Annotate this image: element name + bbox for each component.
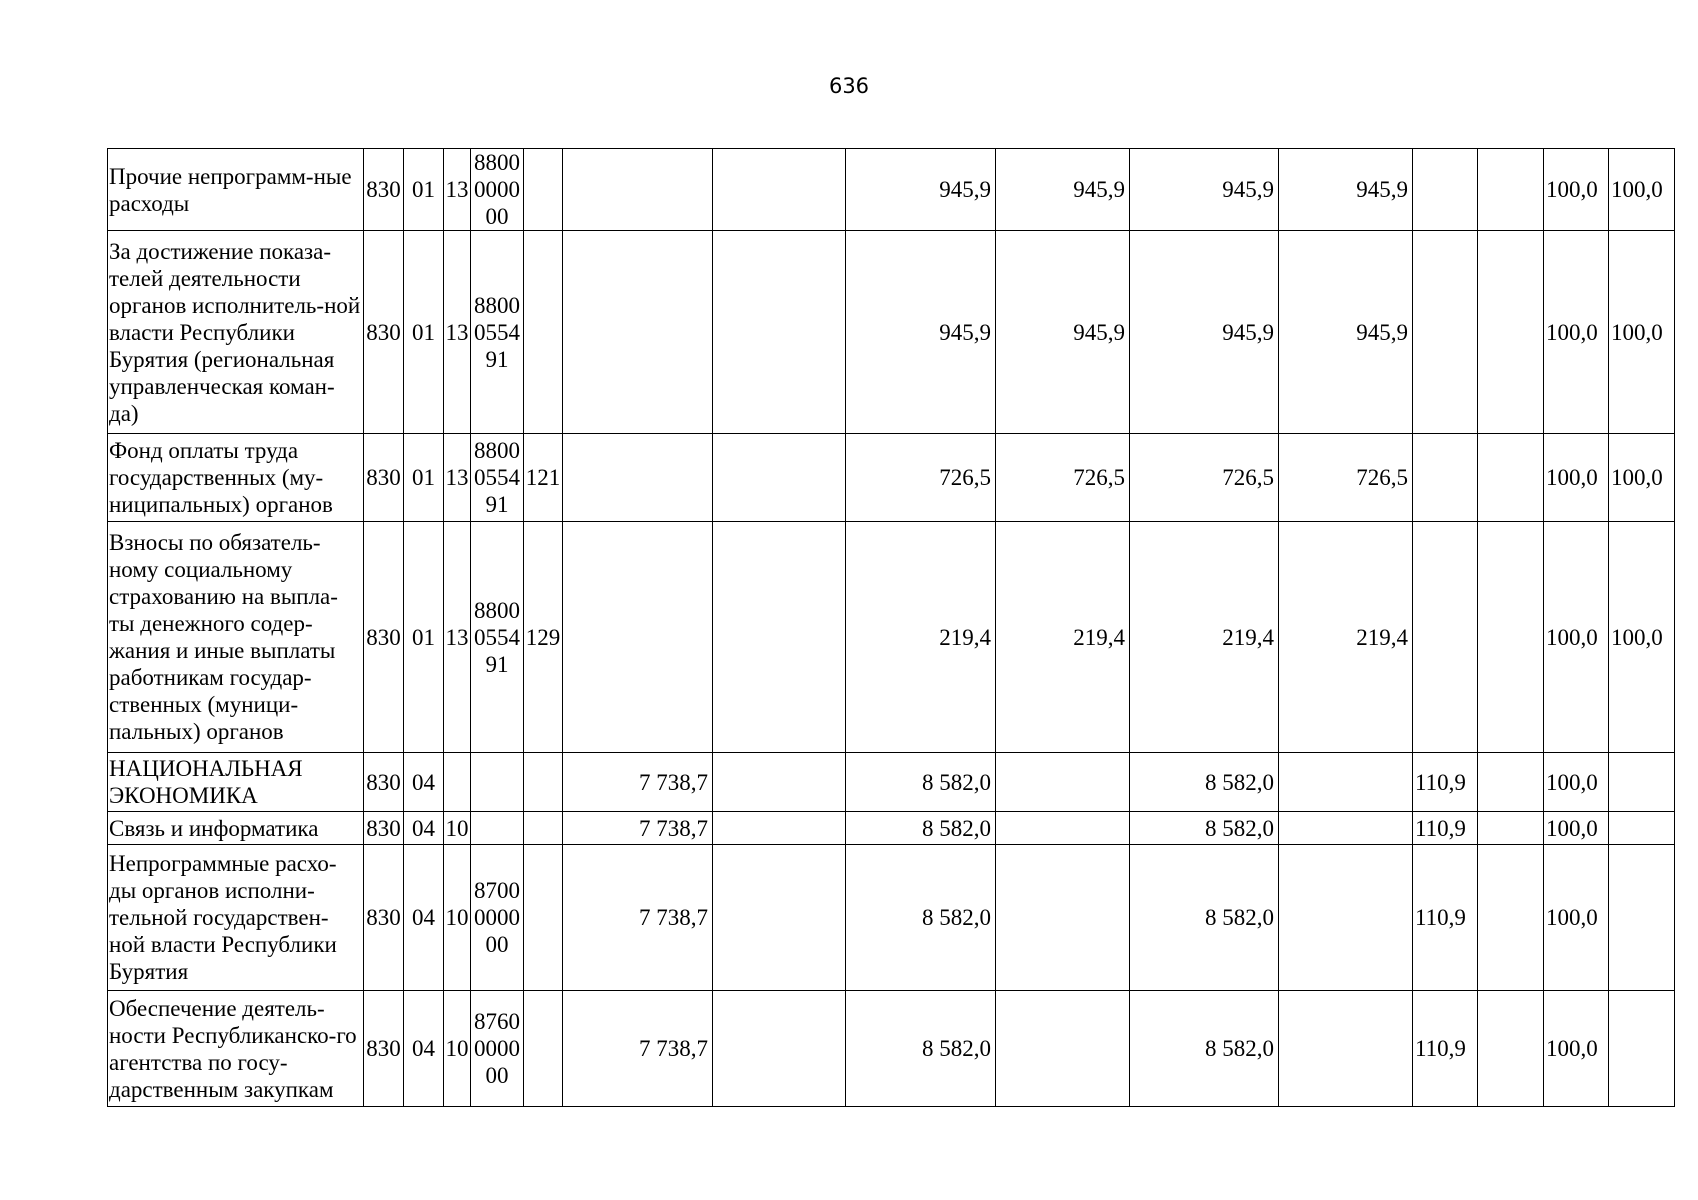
expense-type-code: 121 xyxy=(524,434,563,522)
percent-cell xyxy=(1478,231,1544,434)
table-row xyxy=(108,845,1675,991)
section-code: 01 xyxy=(404,434,444,522)
table-row xyxy=(108,522,1675,753)
target-item-code: 8800 0554 91 xyxy=(471,522,524,753)
value-cell: 726,5 xyxy=(846,434,996,522)
percent-cell: 110,9 xyxy=(1413,845,1478,991)
percent-cell: 100,0 xyxy=(1544,434,1609,522)
row-name: Взносы по обязатель-ному социальному страхованию на выпла-ты денежного содер-жания и иные выплаты работникам государ-ственных (муници-пальных) органов xyxy=(108,522,364,753)
percent-cell: 100,0 xyxy=(1609,434,1675,522)
value-cell xyxy=(563,434,713,522)
subsection-code: 13 xyxy=(444,231,471,434)
expense-type-code xyxy=(524,845,563,991)
row-name: Фонд оплаты труда государственных (му-ниципальных) органов xyxy=(108,434,364,522)
target-item-code: 8760 0000 00 xyxy=(471,991,524,1107)
percent-cell xyxy=(1478,812,1544,845)
section-code: 04 xyxy=(404,812,444,845)
value-cell xyxy=(713,522,846,753)
subsection-code: 13 xyxy=(444,434,471,522)
section-code: 01 xyxy=(404,149,444,231)
target-item-code xyxy=(471,812,524,845)
value-cell xyxy=(996,845,1130,991)
page-number: 636 xyxy=(828,74,870,98)
percent-cell xyxy=(1478,434,1544,522)
percent-cell xyxy=(1413,231,1478,434)
percent-cell xyxy=(1609,753,1675,812)
value-cell xyxy=(1279,991,1413,1107)
percent-cell xyxy=(1609,845,1675,991)
value-cell: 726,5 xyxy=(1279,434,1413,522)
section-code: 04 xyxy=(404,753,444,812)
target-item-code xyxy=(471,753,524,812)
value-cell: 945,9 xyxy=(846,231,996,434)
value-cell: 8 582,0 xyxy=(846,991,996,1107)
value-cell: 8 582,0 xyxy=(846,753,996,812)
value-cell xyxy=(996,753,1130,812)
target-item-code: 8800 0554 91 xyxy=(471,434,524,522)
value-cell: 219,4 xyxy=(846,522,996,753)
subsection-code: 13 xyxy=(444,522,471,753)
row-name: Непрограммные расхо-ды органов исполни-тельной государствен-ной власти Республики Бурятия xyxy=(108,845,364,991)
value-cell xyxy=(996,991,1130,1107)
grbs-code: 830 xyxy=(364,231,404,434)
value-cell: 945,9 xyxy=(1130,231,1279,434)
percent-cell xyxy=(1478,991,1544,1107)
row-name: НАЦИОНАЛЬНАЯ ЭКОНОМИКА xyxy=(108,753,364,812)
value-cell: 945,9 xyxy=(1130,149,1279,231)
value-cell: 945,9 xyxy=(846,149,996,231)
percent-cell: 100,0 xyxy=(1544,991,1609,1107)
section-code: 04 xyxy=(404,845,444,991)
value-cell: 7 738,7 xyxy=(563,812,713,845)
percent-cell xyxy=(1413,522,1478,753)
grbs-code: 830 xyxy=(364,522,404,753)
percent-cell xyxy=(1413,149,1478,231)
percent-cell: 110,9 xyxy=(1413,991,1478,1107)
subsection-code: 10 xyxy=(444,845,471,991)
expense-type-code xyxy=(524,812,563,845)
expense-type-code xyxy=(524,231,563,434)
expense-type-code xyxy=(524,149,563,231)
value-cell: 726,5 xyxy=(1130,434,1279,522)
expense-type-code: 129 xyxy=(524,522,563,753)
value-cell: 945,9 xyxy=(996,149,1130,231)
value-cell xyxy=(1279,753,1413,812)
value-cell: 945,9 xyxy=(996,231,1130,434)
value-cell: 7 738,7 xyxy=(563,753,713,812)
grbs-code: 830 xyxy=(364,991,404,1107)
value-cell xyxy=(713,434,846,522)
percent-cell: 100,0 xyxy=(1544,522,1609,753)
grbs-code: 830 xyxy=(364,845,404,991)
section-code: 04 xyxy=(404,991,444,1107)
percent-cell xyxy=(1478,149,1544,231)
value-cell xyxy=(713,845,846,991)
value-cell: 219,4 xyxy=(996,522,1130,753)
value-cell: 8 582,0 xyxy=(846,845,996,991)
subsection-code: 10 xyxy=(444,991,471,1107)
row-name: За достижение показа-телей деятельности органов исполнитель-ной власти Республики Бурятия (региональная управленческая коман-да) xyxy=(108,231,364,434)
percent-cell xyxy=(1478,753,1544,812)
subsection-code: 10 xyxy=(444,812,471,845)
table-row xyxy=(108,812,1675,845)
percent-cell xyxy=(1609,991,1675,1107)
row-name: Связь и информатика xyxy=(108,812,364,845)
table-row xyxy=(108,434,1675,522)
value-cell: 8 582,0 xyxy=(1130,812,1279,845)
table-row xyxy=(108,991,1675,1107)
target-item-code: 8700 0000 00 xyxy=(471,845,524,991)
percent-cell xyxy=(1478,522,1544,753)
target-item-code: 8800 0554 91 xyxy=(471,231,524,434)
value-cell xyxy=(996,812,1130,845)
value-cell xyxy=(563,149,713,231)
section-code: 01 xyxy=(404,522,444,753)
value-cell xyxy=(713,991,846,1107)
value-cell xyxy=(713,753,846,812)
value-cell: 8 582,0 xyxy=(1130,845,1279,991)
percent-cell: 110,9 xyxy=(1413,753,1478,812)
value-cell: 8 582,0 xyxy=(1130,991,1279,1107)
value-cell: 726,5 xyxy=(996,434,1130,522)
subsection-code: 13 xyxy=(444,149,471,231)
budget-table xyxy=(107,148,1675,1107)
percent-cell: 100,0 xyxy=(1544,845,1609,991)
percent-cell: 100,0 xyxy=(1609,149,1675,231)
percent-cell: 110,9 xyxy=(1413,812,1478,845)
value-cell xyxy=(713,231,846,434)
percent-cell: 100,0 xyxy=(1609,231,1675,434)
percent-cell: 100,0 xyxy=(1609,522,1675,753)
percent-cell xyxy=(1413,434,1478,522)
grbs-code: 830 xyxy=(364,149,404,231)
grbs-code: 830 xyxy=(364,434,404,522)
percent-cell xyxy=(1478,845,1544,991)
grbs-code: 830 xyxy=(364,753,404,812)
table-row xyxy=(108,753,1675,812)
percent-cell: 100,0 xyxy=(1544,812,1609,845)
value-cell: 219,4 xyxy=(1279,522,1413,753)
value-cell xyxy=(1279,812,1413,845)
value-cell: 7 738,7 xyxy=(563,845,713,991)
value-cell xyxy=(713,812,846,845)
grbs-code: 830 xyxy=(364,812,404,845)
value-cell xyxy=(1279,845,1413,991)
expense-type-code xyxy=(524,991,563,1107)
value-cell: 219,4 xyxy=(1130,522,1279,753)
value-cell: 8 582,0 xyxy=(846,812,996,845)
value-cell: 945,9 xyxy=(1279,231,1413,434)
value-cell: 945,9 xyxy=(1279,149,1413,231)
value-cell: 7 738,7 xyxy=(563,991,713,1107)
expense-type-code xyxy=(524,753,563,812)
target-item-code: 8800 0000 00 xyxy=(471,149,524,231)
table-row xyxy=(108,231,1675,434)
row-name: Обеспечение деятель-ности Республиканско-го агентства по госу-дарственным закупкам xyxy=(108,991,364,1107)
row-name: Прочие непрограмм-ные расходы xyxy=(108,149,364,231)
percent-cell: 100,0 xyxy=(1544,231,1609,434)
percent-cell: 100,0 xyxy=(1544,149,1609,231)
value-cell: 8 582,0 xyxy=(1130,753,1279,812)
value-cell xyxy=(563,231,713,434)
percent-cell: 100,0 xyxy=(1544,753,1609,812)
subsection-code xyxy=(444,753,471,812)
percent-cell xyxy=(1609,812,1675,845)
value-cell xyxy=(563,522,713,753)
section-code: 01 xyxy=(404,231,444,434)
table-row xyxy=(108,149,1675,231)
value-cell xyxy=(713,149,846,231)
